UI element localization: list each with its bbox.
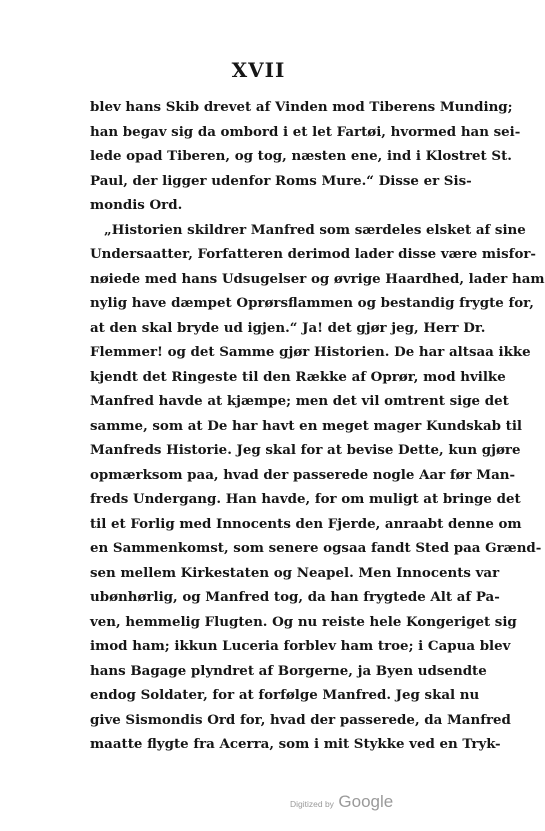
text-line: mondis Ord. (90, 197, 183, 213)
text-line: freds Undergang. Han havde, for om muligt at bringe det (90, 491, 521, 507)
text-line: sen mellem Kirkestaten og Neapel. Men Innocents var (90, 564, 500, 581)
text-line: samme, som at De har havt en meget mager Kundskab til (90, 417, 523, 434)
text-line: Paul, der ligger udenfor Roms Mure.“ Disse er Sis- (90, 172, 472, 189)
text-line: opmærksom paa, hvad der passerede nogle Aar før Man- (90, 466, 516, 483)
text-line: kjendt det Ringeste til den Række af Oprør, mod hvilke (90, 368, 506, 385)
text-line: endog Soldater, for at forfølge Manfred. Jeg skal nu (90, 687, 480, 703)
text-line: ubønhørlig, og Manfred tog, da han frygtede Alt af Pa- (90, 589, 500, 605)
page-body-text (90, 95, 545, 757)
page-header: XVII (231, 58, 286, 82)
text-line: imod ham; ikkun Luceria forblev ham troe; i Capua blev (90, 638, 511, 654)
text-line: lede opad Tiberen, og tog, næsten ene, ind i Klostret St. (90, 148, 512, 164)
text-line: Manfreds Historie. Jeg skal for at bevise Dette, kun gjøre (90, 442, 521, 458)
text-line: maatte flygte fra Acerra, som i mit Stykke ved en Tryk- (90, 736, 501, 752)
text-line: give Sismondis Ord for, hvad der passerede, da Manfred (90, 711, 511, 728)
text-line: han begav sig da ombord i et let Fartøi, hvormed han sei- (90, 123, 521, 140)
text-line: til et Forlig med Innocents den Fjerde, anraabt denne om (90, 515, 522, 532)
text-line: Flemmer! og det Samme gjør Historien. De har altsaa ikke (90, 344, 531, 360)
text-line: „Historien skildrer Manfred som særdeles elsket af sine (104, 221, 526, 238)
text-line: ven, hemmelig Flugten. Og nu reiste hele Kongeriget sig (90, 613, 517, 630)
text-line: at den skal bryde ud igjen.“ Ja! det gjør jeg, Herr Dr. (90, 319, 486, 336)
text-line: Undersaatter, Forfatteren derimod lader disse være misfor- (90, 246, 536, 262)
digitized-watermark (290, 792, 393, 812)
text-line: blev hans Skib drevet af Vinden mod Tiberens Munding; (90, 99, 513, 115)
text-line: nylig have dæmpet Oprørsflammen og bestandig frygte for, (90, 295, 534, 311)
text-line: en Sammenkomst, som senere ogsaa fandt Sted paa Grænd- (90, 540, 542, 556)
watermark-prefix: Digitized by (290, 799, 334, 809)
google-logo: Google (338, 792, 394, 811)
text-line: nøiede med hans Udsugelser og øvrige Haardhed, lader ham (90, 270, 545, 287)
text-line: hans Bagage plyndret af Borgerne, ja Byen udsendte (90, 662, 487, 679)
text-line: Manfred havde at kjæmpe; men det vil omtrent sige det (90, 393, 509, 409)
